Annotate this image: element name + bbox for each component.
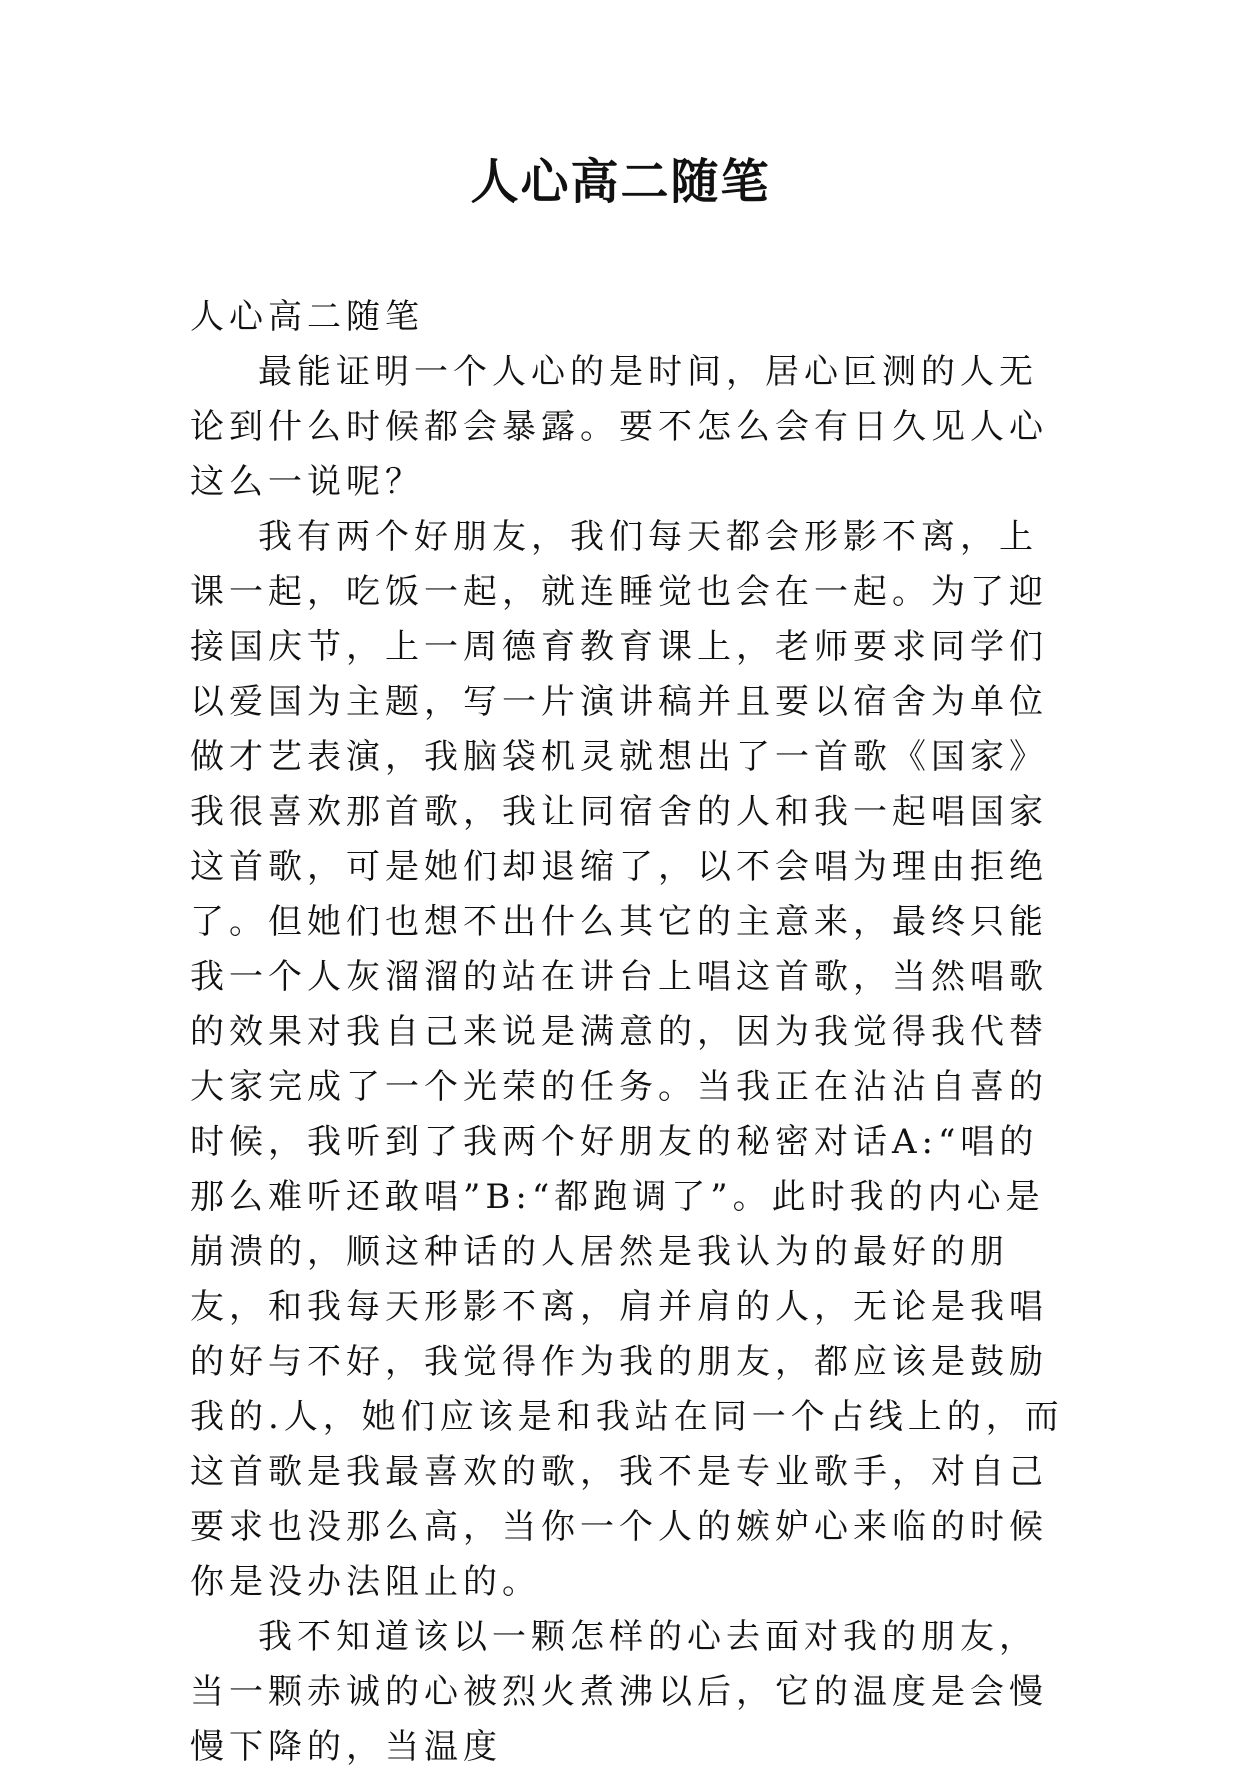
document-title: 人心高二随笔 [470,154,771,210]
document-subtitle: 人心高二随笔 [190,297,424,337]
paragraph: 我不知道该以一颗怎样的心去面对我的朋友，当一颗赤诚的心被烈火煮沸以后，它的温度是会慢慢下降的，当温度 [190,1617,1048,1767]
paragraph: 我有两个好朋友，我们每天都会形影不离，上课一起，吃饭一起，就连睡觉也会在一起。为了迎接国庆节，上一周德育教育课上，老师要求同学们以爱国为主题，写一片演讲稿并且要以宿舍为单位做才艺表演，我脑袋机灵就想出了一首歌《国家》我很喜欢那首歌，我让同宿舍的人和我一起唱国家这首歌，可是她们却退缩了，以不会唱为理由拒绝了。但她们也想不出什么其它的主意来，最终只能我一个人灰溜溜的站在讲台上唱这首歌，当然唱歌的效果对我自己来说是满意的，因为我觉得我代替大家完成了一个光荣的任务。当我正在沾沾自喜的时候，我听到了我两个好朋友的秘密对话A:“唱的那么难听还敢唱”B:“都跑调了”。此时我的内心是崩溃的，顺这种话的人居然是我认为的最好的朋友，和我每天形影不离，肩并肩的人，无论是我唱的好与不好，我觉得作为我的朋友，都应该是鼓励我的.人，她们应该是和我站在同一个占线上的，而这首歌是我最喜欢的歌，我不是专业歌手，对自己要求也没那么高，当你一个人的嫉妒心来临的时候你是没办法阻止的。 [190,517,1064,1602]
document-body [190,290,1072,1775]
paragraph: 最能证明一个人心的是时间，居心叵测的人无论到什么时候都会暴露。要不怎么会有日久见人心这么一说呢？ [190,352,1048,502]
